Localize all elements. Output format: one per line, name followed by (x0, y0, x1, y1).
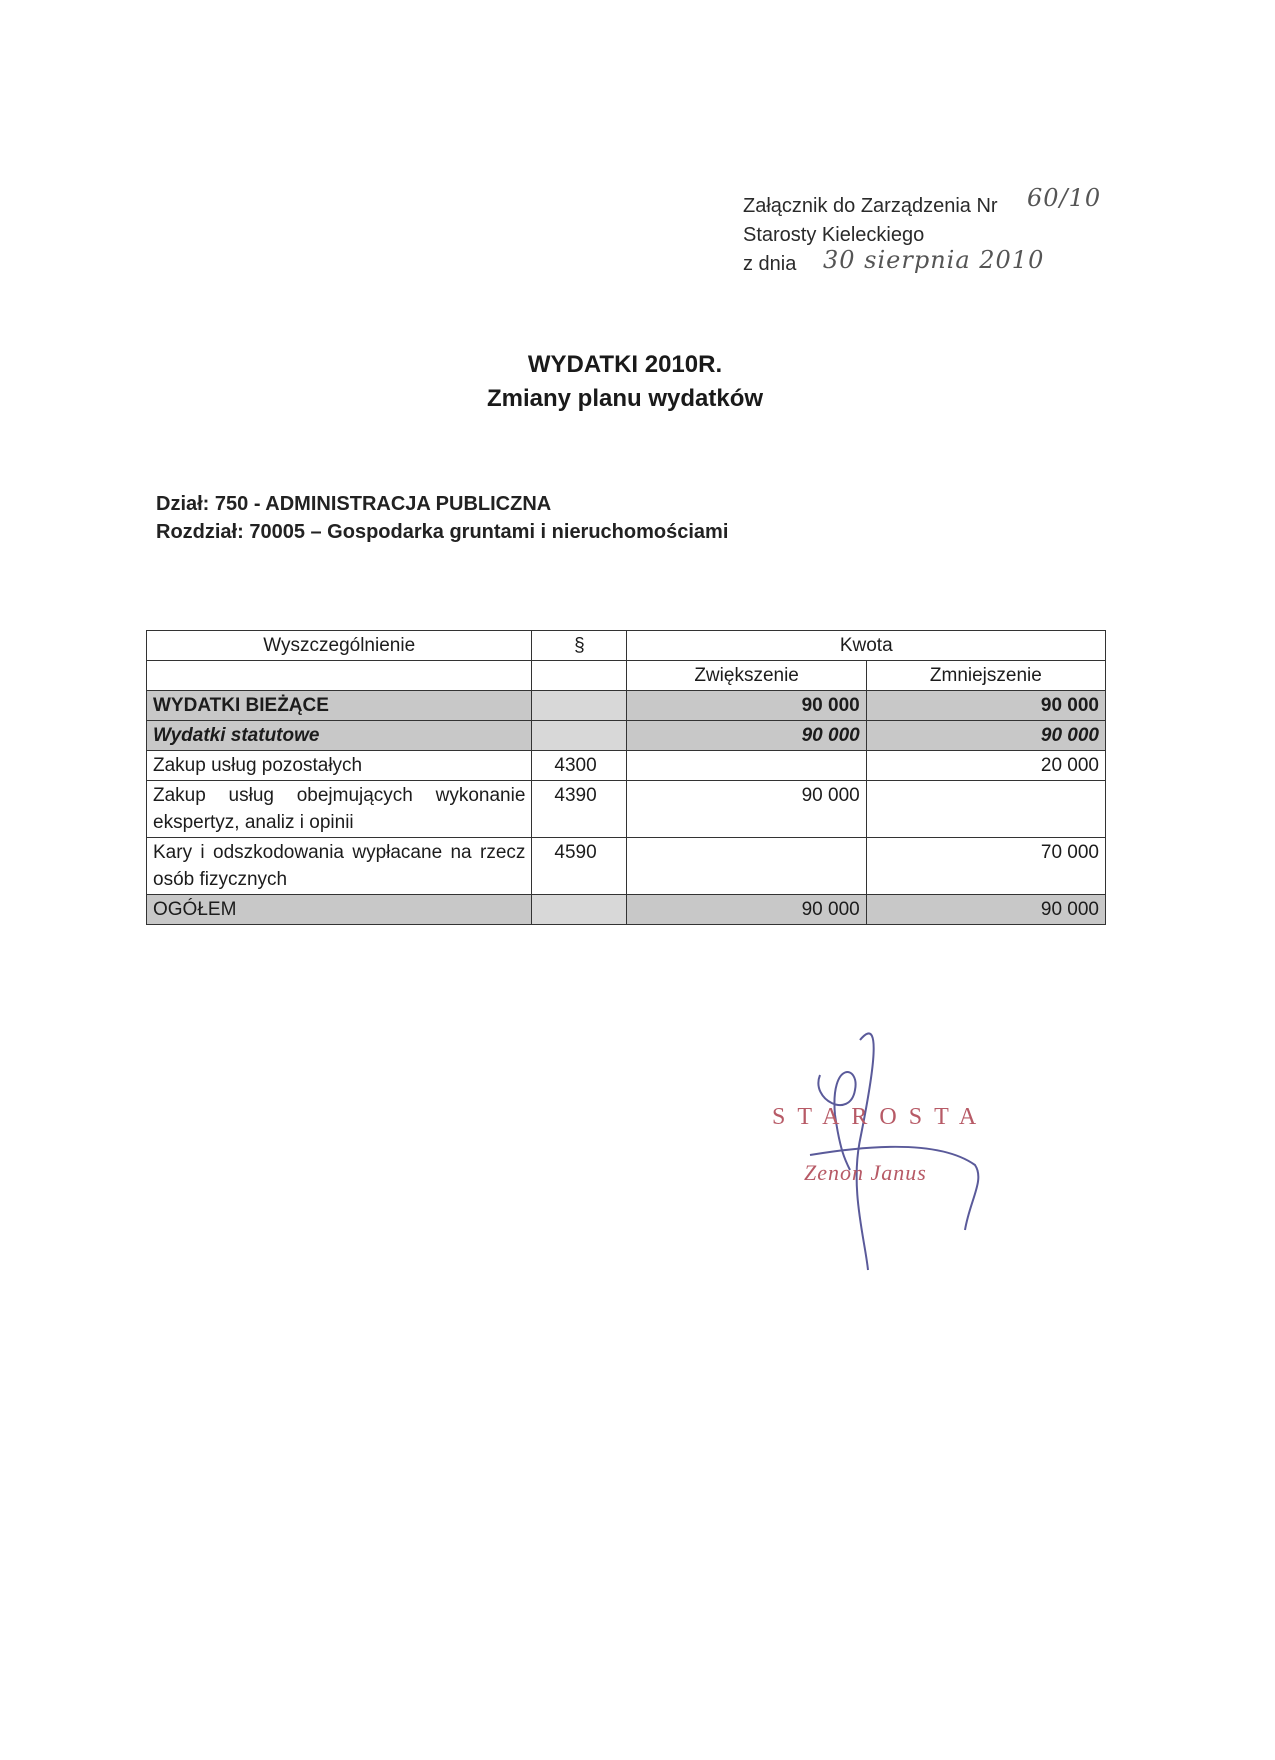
section-rozdzial: Rozdział: 70005 – Gospodarka gruntami i nieruchomościami (156, 521, 729, 543)
stamp-title: STAROSTA (772, 1104, 989, 1130)
row-paragraph (532, 721, 627, 751)
table-row (147, 838, 1106, 895)
annex-ref-label: Załącznik do Zarządzenia Nr (743, 195, 998, 217)
row-decrease: 90 000 (866, 691, 1105, 721)
row-decrease: 20 000 (866, 751, 1105, 781)
table-header-row (147, 631, 1106, 661)
table-row (147, 781, 1106, 838)
row-increase (627, 838, 866, 895)
stamp-name: Zenon Janus (804, 1160, 927, 1185)
row-paragraph (532, 895, 627, 925)
row-name: Zakup usług pozostałych (147, 751, 532, 781)
title-line-2: Zmiany planu wydatków (486, 385, 764, 412)
section-dzial: Dział: 750 - ADMINISTRACJA PUBLICZNA (156, 493, 552, 515)
header-zwiekszenie: Zwiększenie (627, 661, 866, 691)
row-paragraph: 4590 (532, 838, 627, 895)
table-row (147, 721, 1106, 751)
row-increase: 90 000 (627, 895, 866, 925)
header-paragraph: § (532, 631, 627, 661)
row-name: Kary i odszkodowania wypłacane na rzecz osób fizycznych (147, 838, 532, 895)
signature-icon (790, 1020, 1010, 1280)
subheader-empty-2 (532, 661, 627, 691)
annex-line-3 (743, 246, 1045, 279)
handwritten-date: 30 sierpnia 2010 (823, 246, 1045, 274)
annex-line-2: Starosty Kieleckiego (743, 224, 925, 246)
header-kwota: Kwota (627, 631, 1106, 661)
header-zmniejszenie: Zmniejszenie (866, 661, 1105, 691)
row-name: Zakup usług obejmujących wykonanie ekspertyz, analiz i opinii (147, 781, 532, 838)
row-decrease (866, 781, 1105, 838)
table-row (147, 751, 1106, 781)
title-line-1: WYDATKI 2010R. (527, 351, 723, 378)
section-heading (156, 490, 728, 546)
expenditure-table (146, 630, 1106, 925)
table-row (147, 895, 1106, 925)
row-paragraph: 4390 (532, 781, 627, 838)
row-increase: 90 000 (627, 691, 866, 721)
row-paragraph (532, 691, 627, 721)
header-wyszczegolnienie: Wyszczególnienie (147, 631, 532, 661)
row-increase: 90 000 (627, 781, 866, 838)
annex-note (743, 184, 1102, 279)
row-paragraph: 4300 (532, 751, 627, 781)
annex-date-label: z dnia (743, 253, 797, 275)
row-decrease: 90 000 (866, 895, 1105, 925)
row-increase (627, 751, 866, 781)
table-row (147, 691, 1106, 721)
row-name: Wydatki statutowe (147, 721, 532, 751)
row-increase: 90 000 (627, 721, 866, 751)
row-name: WYDATKI BIEŻĄCE (147, 691, 532, 721)
document-title (0, 348, 1250, 416)
table-subheader-row (147, 661, 1106, 691)
row-name: OGÓŁEM (147, 895, 532, 925)
annex-line-1 (743, 184, 1102, 221)
row-decrease: 70 000 (866, 838, 1105, 895)
row-decrease: 90 000 (866, 721, 1105, 751)
handwritten-number: 60/10 (1027, 184, 1102, 212)
subheader-empty-1 (147, 661, 532, 691)
